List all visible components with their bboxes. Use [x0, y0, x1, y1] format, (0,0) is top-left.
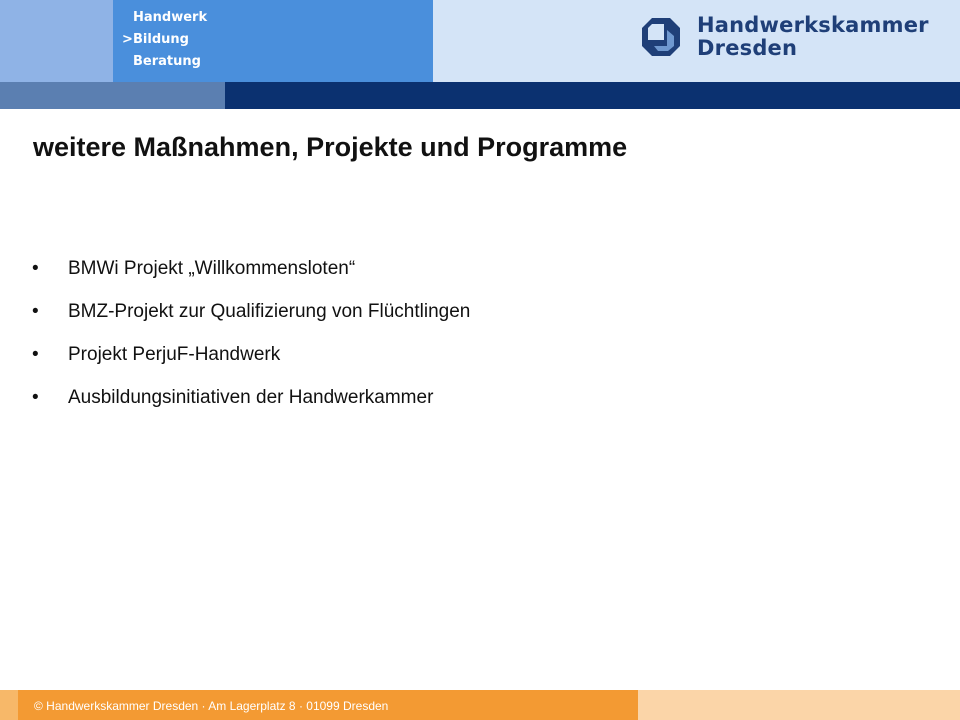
- header-bar-light: [0, 82, 225, 109]
- list-item-text: BMZ-Projekt zur Qualifizierung von Flüchtlingen: [68, 301, 471, 322]
- bullet-icon: •: [32, 301, 39, 322]
- list-item-text: Projekt PerjuF-Handwerk: [68, 344, 281, 365]
- header-bar-dark: [225, 82, 960, 109]
- logo-wordmark: [697, 14, 929, 60]
- chevron-right-icon: >: [122, 32, 133, 47]
- bullet-icon: •: [32, 387, 39, 408]
- header-left-block: [0, 0, 113, 82]
- list-item-text: BMWi Projekt „Willkommensloten“: [68, 258, 356, 279]
- footer-copyright: © Handwerkskammer Dresden · Am Lagerplatz 8 · 01099 Dresden: [34, 699, 389, 713]
- header-nav-panel: [113, 0, 433, 82]
- footer-left-block: [0, 690, 18, 720]
- list-item-text: Ausbildungsinitiativen der Handwerkammer: [68, 387, 434, 408]
- nav-item-beratung[interactable]: Beratung: [133, 54, 201, 69]
- logo-line-2: Dresden: [697, 36, 798, 60]
- slide-title: weitere Maßnahmen, Projekte und Programme: [33, 132, 628, 162]
- handwerkskammer-logo-icon: [640, 16, 682, 58]
- logo-line-1: Handwerkskammer: [697, 13, 929, 37]
- nav-item-bildung[interactable]: > Bildung: [122, 32, 189, 47]
- nav-item-handwerk[interactable]: Handwerk: [133, 10, 208, 25]
- bullet-icon: •: [32, 258, 39, 279]
- bullet-icon: •: [32, 344, 39, 365]
- footer-right-block: [638, 690, 960, 720]
